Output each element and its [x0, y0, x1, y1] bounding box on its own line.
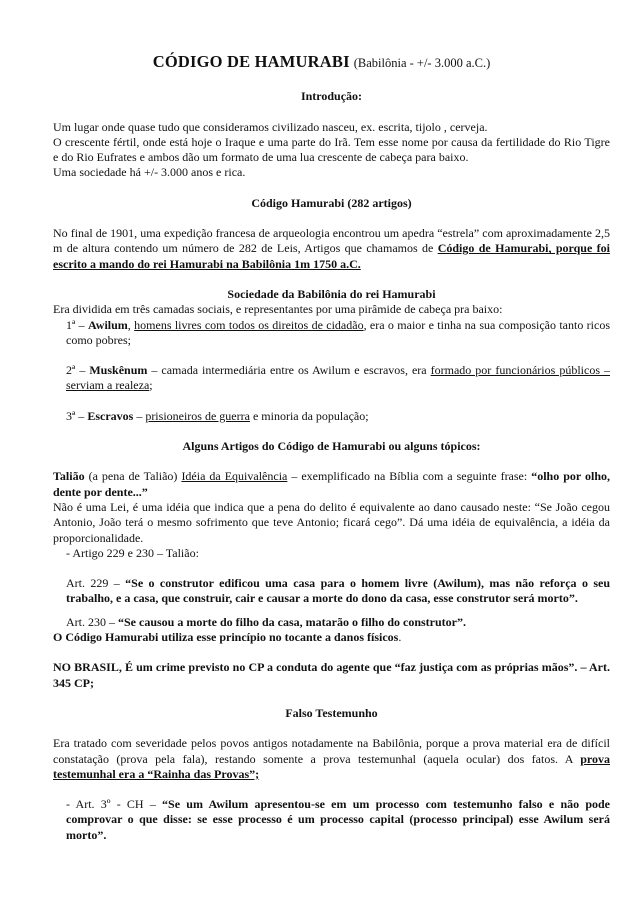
brasil-paragraph: NO BRASIL, É um crime previsto no CP a conduta do agente que “faz justiça com as próprias mãos”. – Art. 345 CP;: [53, 660, 610, 690]
falso-paragraph: Era tratado com severidade pelos povos antigos notadamente na Babilônia, porque a prova material era de difícil constatação (prova pela fala), restando somente a prova testemunhal (aquela ocular) dos fatos. A prova testemunhal era a “Rainha das Provas”;: [53, 736, 610, 781]
camada-1: 1ª – Awilum, homens livres com todos os direitos de cidadão, era o maior e tinha na sua composição tanto ricos como pobres;: [66, 317, 611, 347]
codigo-heading: Código Hamurabi (282 artigos): [251, 195, 412, 210]
art-3-ch: - Art. 3º - CH – “Se um Awilum apresentou-se em um processo com testemunho falso e não pode comprovar o que disse: se esse processo é um processo capital (processo principal) esse Awilum será morto”.: [66, 797, 611, 842]
intro-line-3: Uma sociedade há +/- 3.000 anos e rica.: [53, 165, 246, 180]
title-main: CÓDIGO DE HAMURABI: [152, 52, 350, 71]
intro-heading: Introdução:: [300, 89, 363, 104]
intro-line-2: O crescente fértil, onde está hoje o Iraque e uma parte do Irã. Tem esse nome por causa da fertilidade do Rio Tigre e do Rio Eufrates e ambos dão um formato de uma lua crescente de cabeça para baixo.: [53, 134, 610, 165]
intro-line-1: Um lugar onde quase tudo que consideramos civilizado nasceu, ex. escrita, tijolo , cerveja.: [53, 119, 488, 134]
title-subtitle: (Babilônia - +/- 3.000 a.C.): [353, 56, 491, 70]
codigo-underlined: Código de Hamurabi, porque foi escrito a mando do rei Hamurabi na Babilônia 1m 1750 a.C.: [53, 241, 610, 271]
artigos-heading: Alguns Artigos do Código de Hamurabi ou alguns tópicos:: [182, 439, 481, 454]
principio-line: O Código Hamurabi utiliza esse princípio no tocante a danos físicos.: [53, 630, 402, 645]
art-229: Art. 229 – “Se o construtor edificou uma casa para o homem livre (Awilum), mas não reforça o seu trabalho, e a casa, que construir, cair e causar a morte do dono da casa, esse construtor será morto”.: [66, 576, 611, 606]
taliao-explanation: Não é uma Lei, é uma idéia que indica que a pena do delito é equivalente ao dano causado neste: “Se João cegou Antonio, João terá o mesmo sofrimento que teve Antonio; ficará cego”. Dá uma idéia de equivalência, a idéia da proporcionalidade.: [53, 499, 610, 545]
sociedade-heading: Sociedade da Babilônia do rei Hamurabi: [227, 286, 436, 301]
artigos-list-label: - Artigo 229 e 230 – Talião:: [66, 545, 199, 560]
taliao-paragraph: Talião (a pena de Talião) Idéia da Equivalência – exemplificado na Bíblia com a seguinte frase: “olho por olho, dente por dente...”: [53, 469, 610, 499]
camada-2: 2ª – Muskênum – camada intermediária entre os Awilum e escravos, era formado por funcionários públicos – serviam a realeza;: [66, 363, 610, 393]
document-title: [53, 54, 610, 71]
codigo-paragraph: No final de 1901, uma expedição francesa de arqueologia encontrou um apedra “estrela” com aproximadamente 2,5 m de altura contendo um número de 282 de Leis, Artigos que chamamos de Código de Hamurabi, porque foi escrito a mando do rei Hamurabi na Babilônia 1m 1750 a.C.: [53, 226, 610, 271]
art-230: Art. 230 – “Se causou a morte do filho da casa, matarão o filho do construtor”.: [66, 614, 466, 629]
sociedade-intro: Era dividida em três camadas sociais, e representantes por uma pirâmide de cabeça pra baixo:: [53, 302, 503, 317]
camada-3: 3ª – Escravos – prisioneiros de guerra e minoria da população;: [66, 408, 369, 423]
falso-heading: Falso Testemunho: [285, 705, 378, 720]
